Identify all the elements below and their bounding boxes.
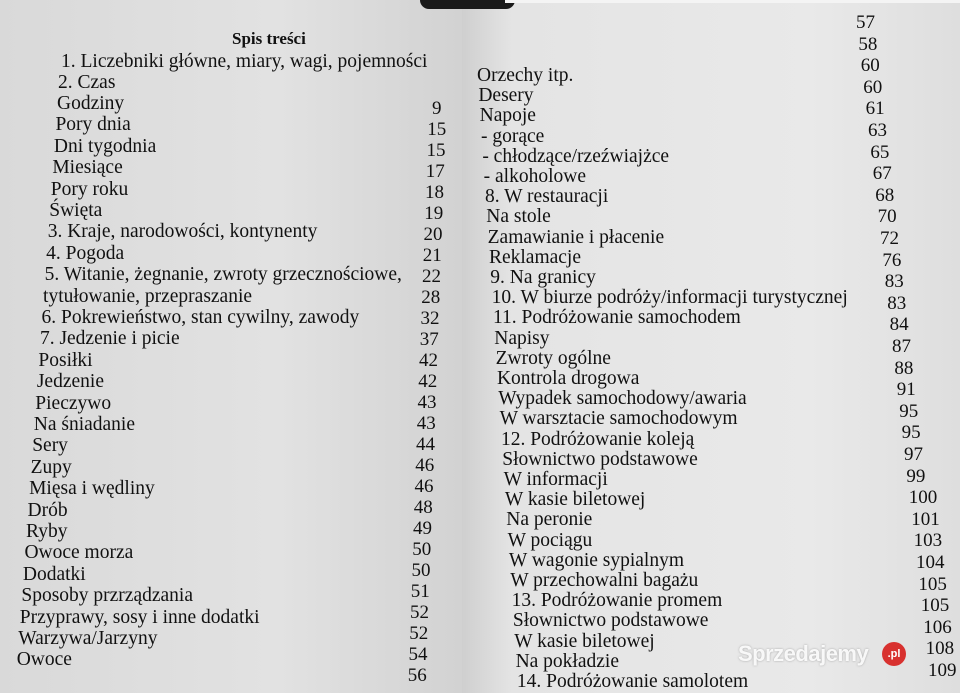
toc-entry: Kontrola drogowa (496, 368, 640, 389)
toc-entry: - chłodzące/rzeźwiajżce (482, 145, 670, 167)
toc-entry: Zamawianie i płacenie (487, 226, 665, 248)
page-number: 21 (422, 245, 442, 266)
toc-entry: Ryby (26, 521, 68, 542)
toc-entry: 4. Pogoda (46, 242, 125, 264)
page-number: 48 (413, 497, 433, 518)
toc-entry: Miesiące (52, 157, 123, 179)
page-number: 104 (916, 552, 945, 573)
toc-entry: W informacji (503, 469, 608, 490)
toc-entry: Godziny (57, 93, 125, 114)
toc-entry: 12. Podróżowanie koleją (500, 428, 695, 450)
toc-entry: Pory dnia (55, 114, 131, 136)
page-number: 42 (418, 371, 438, 392)
page-number: 105 (918, 573, 947, 595)
page-number: 28 (421, 287, 441, 308)
page-number: 76 (882, 249, 902, 271)
page-number: 46 (415, 455, 435, 476)
page-number: 95 (899, 400, 919, 422)
book-spine-shadow (420, 0, 515, 9)
toc-entry: 8. W restauracji (484, 186, 609, 208)
toc-entry: 2. Czas (58, 72, 116, 93)
page-number: 17 (425, 161, 445, 182)
toc-entry: Mięsa i wędliny (29, 478, 155, 500)
toc-title: Spis treści (232, 29, 306, 48)
toc-entry: Reklamacje (488, 246, 582, 268)
page-number: 100 (908, 487, 938, 509)
page-number: 15 (426, 140, 446, 161)
toc-entry: 13. Podróżowanie promem (511, 590, 723, 612)
page-number: 60 (863, 76, 883, 98)
page-number: 20 (423, 224, 443, 245)
toc-entry: Przyprawy, sosy i inne dodatki (19, 606, 260, 628)
toc-entry: Desery (478, 85, 534, 107)
page-number: 19 (424, 203, 444, 224)
page-number: 22 (422, 266, 441, 287)
page-number: 51 (410, 581, 430, 602)
toc-entry: 11. Podróżowanie samochodem (492, 307, 741, 329)
toc-entry: Napoje (479, 105, 536, 127)
page-number: 58 (858, 33, 878, 55)
toc-entry: 3. Kraje, narodowości, kontynenty (47, 221, 318, 243)
toc-entry: Owoce morza (24, 542, 134, 564)
page-number: 99 (906, 465, 926, 487)
page-number: 68 (875, 184, 895, 206)
page-number: 61 (865, 98, 885, 120)
toc-entry: 5. Witanie, żegnanie, zwroty grzecznościowe, (44, 264, 402, 286)
page-number: 95 (901, 422, 921, 444)
page-edge (505, 0, 960, 3)
toc-entry: 7. Jedzenie i picie (39, 328, 180, 350)
page-number: 83 (887, 292, 907, 314)
page-number: 83 (884, 271, 904, 293)
page-number: 43 (416, 413, 436, 434)
page-number: 15 (427, 119, 447, 140)
page-number: 18 (425, 182, 444, 203)
toc-entry: Drób (27, 499, 68, 521)
toc-entry: Owoce (16, 649, 72, 671)
toc-entry: 14. Podróżowanie samolotem (516, 671, 749, 692)
toc-entry: Słownictwo podstawowe (512, 610, 709, 632)
page-number: 52 (410, 602, 429, 623)
page-number: 43 (417, 392, 437, 413)
toc-entry: tytułowanie, przepraszanie (43, 285, 253, 307)
toc-entry: Warzywa/Jarzyny (18, 628, 158, 649)
toc-entry: Zupy (30, 456, 72, 478)
toc-entry: - alkoholowe (483, 166, 586, 187)
toc-entry: Pieczywo (35, 392, 112, 414)
page-number: 37 (419, 329, 439, 350)
page-number: 56 (407, 665, 427, 686)
page-number: 106 (923, 616, 952, 638)
page-number: 49 (413, 518, 432, 539)
page-number: 50 (412, 539, 432, 560)
page-number: 57 (856, 12, 875, 33)
toc-entry: W wagonie sypialnym (508, 549, 685, 571)
page-number: 52 (409, 623, 429, 644)
toc-entry: Napisy (494, 327, 550, 349)
watermark-logo: Sprzedajemy (738, 641, 869, 666)
toc-entry: Dodatki (22, 563, 86, 585)
toc-entry: Sposoby przrządzania (21, 585, 193, 607)
page-number: 97 (904, 444, 923, 465)
watermark-badge: .pl (882, 642, 906, 666)
page-number: 60 (860, 55, 880, 77)
toc-entry: Na śniadanie (33, 414, 136, 435)
page-number: 101 (911, 508, 940, 530)
toc-entry: Sery (32, 435, 68, 457)
page-number: 105 (920, 595, 950, 617)
page-number: 91 (896, 379, 916, 401)
toc-entry: Święta (49, 200, 103, 221)
toc-entry: - gorące (480, 125, 545, 147)
page-number: 87 (892, 336, 911, 357)
page-number: 63 (868, 120, 887, 141)
toc-entry: Na stole (486, 206, 551, 228)
toc-entry: Pory roku (50, 178, 129, 200)
toc-entry: Zwroty ogólne (495, 347, 611, 369)
toc-entry: Na peronie (506, 509, 593, 531)
page-number: 42 (419, 350, 438, 371)
page-number: 88 (894, 357, 914, 379)
page-number: 32 (420, 308, 440, 329)
toc-entry: Dni tygodnia (53, 135, 157, 157)
toc-entry: W kasie biletowej (514, 630, 655, 652)
toc-entry: W pociągu (507, 529, 593, 551)
toc-entry: Wypadek samochodowy/awaria (498, 388, 747, 410)
toc-entry: Na pokładzie (515, 650, 619, 672)
toc-entry: 1. Liczebniki główne, miary, wagi, pojemności (61, 51, 428, 72)
page-number: 50 (411, 560, 431, 581)
page-number: 67 (872, 163, 892, 185)
toc-entry: Słownictwo podstawowe (502, 448, 698, 470)
page-number: 54 (408, 644, 428, 665)
toc-entry: W kasie biletowej (504, 489, 646, 511)
toc-entry: 9. Na granicy (490, 267, 596, 288)
page-number: 70 (877, 206, 897, 228)
page-number: 109 (928, 660, 957, 681)
toc-entry: W warsztacie samochodowym (499, 408, 738, 430)
toc-entry: 10. W biurze podróży/informacji turystycznej (491, 287, 848, 309)
toc-entry: W przechowalni bagażu (510, 570, 699, 591)
page-number: 9 (432, 98, 442, 119)
page-number: 84 (889, 314, 909, 336)
page-number: 108 (925, 638, 955, 660)
page-number: 103 (913, 530, 943, 552)
page-number: 44 (416, 434, 435, 455)
toc-entry: Jedzenie (36, 371, 104, 393)
toc-entry: Posiłki (38, 349, 93, 371)
toc-entry: Orzechy itp. (477, 65, 574, 86)
page-number: 65 (870, 141, 890, 163)
toc-entry: 6. Pokrewieństwo, stan cywilny, zawody (41, 307, 360, 328)
page-number: 72 (880, 228, 899, 249)
page-number: 46 (414, 476, 434, 497)
